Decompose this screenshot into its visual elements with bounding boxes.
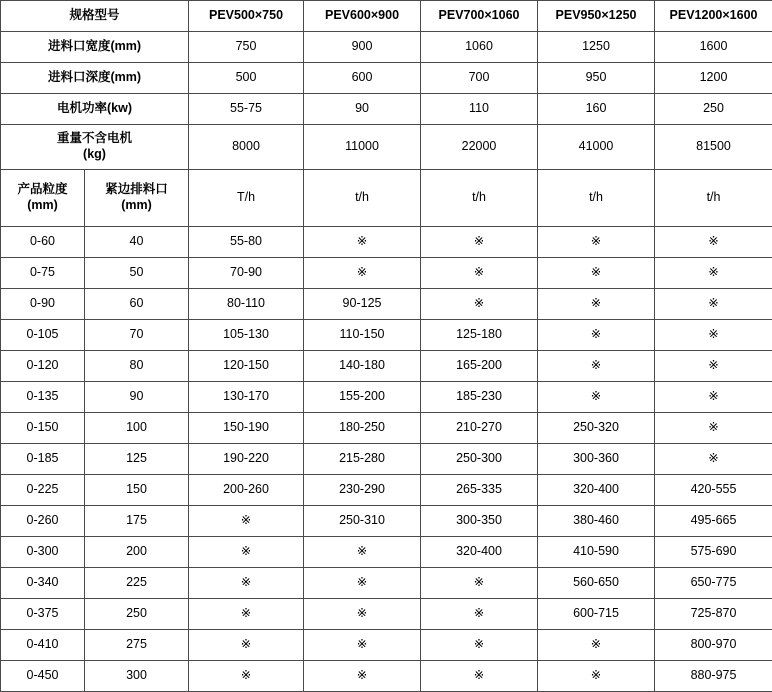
capacity-value: 110-150 xyxy=(304,320,421,351)
table-row xyxy=(1,63,772,94)
product-size: 0-60 xyxy=(1,227,85,258)
table-row xyxy=(1,258,772,289)
param-value: 1200 xyxy=(655,63,772,94)
capacity-value: 130-170 xyxy=(189,382,304,413)
table-row xyxy=(1,475,772,506)
capacity-value: 55-80 xyxy=(189,227,304,258)
table-row xyxy=(1,382,772,413)
product-size: 0-120 xyxy=(1,351,85,382)
capacity-value: 80-110 xyxy=(189,289,304,320)
product-size: 0-375 xyxy=(1,599,85,630)
capacity-value: 70-90 xyxy=(189,258,304,289)
capacity-unit: T/h xyxy=(189,170,304,227)
capacity-value: ※ xyxy=(655,382,772,413)
capacity-value: ※ xyxy=(421,630,538,661)
model-header-2: PEV600×900 xyxy=(304,1,421,32)
param-value: 250 xyxy=(655,94,772,125)
table-row xyxy=(1,661,772,692)
capacity-value: ※ xyxy=(538,661,655,692)
product-size: 0-260 xyxy=(1,506,85,537)
capacity-value: 300-360 xyxy=(538,444,655,475)
capacity-value: ※ xyxy=(538,382,655,413)
param-value: 160 xyxy=(538,94,655,125)
capacity-value: 155-200 xyxy=(304,382,421,413)
capacity-value: 230-290 xyxy=(304,475,421,506)
capacity-value: 650-775 xyxy=(655,568,772,599)
param-value: 1060 xyxy=(421,32,538,63)
table-row xyxy=(1,630,772,661)
param-value: 900 xyxy=(304,32,421,63)
capacity-value: ※ xyxy=(189,568,304,599)
capacity-value: 165-200 xyxy=(421,351,538,382)
capacity-value: ※ xyxy=(189,537,304,568)
capacity-value: 800-970 xyxy=(655,630,772,661)
capacity-value: ※ xyxy=(421,289,538,320)
param-value: 950 xyxy=(538,63,655,94)
capacity-value: ※ xyxy=(421,258,538,289)
product-size: 0-225 xyxy=(1,475,85,506)
capacity-value: 320-400 xyxy=(421,537,538,568)
discharge-label-line1: 紧边排料口 xyxy=(85,182,188,198)
param-value: 8000 xyxy=(189,125,304,170)
weight-label-line2: (kg) xyxy=(1,147,188,163)
discharge-opening: 175 xyxy=(85,506,189,537)
discharge-opening: 250 xyxy=(85,599,189,630)
param-value: 700 xyxy=(421,63,538,94)
table-header-row xyxy=(1,1,772,32)
discharge-opening: 90 xyxy=(85,382,189,413)
discharge-opening: 275 xyxy=(85,630,189,661)
discharge-opening: 70 xyxy=(85,320,189,351)
param-value: 1250 xyxy=(538,32,655,63)
capacity-value: 575-690 xyxy=(655,537,772,568)
discharge-opening: 50 xyxy=(85,258,189,289)
param-value: 11000 xyxy=(304,125,421,170)
capacity-value: 185-230 xyxy=(421,382,538,413)
capacity-value: 250-310 xyxy=(304,506,421,537)
model-header-5: PEV1200×1600 xyxy=(655,1,772,32)
table-row xyxy=(1,94,772,125)
product-size: 0-300 xyxy=(1,537,85,568)
product-size: 0-75 xyxy=(1,258,85,289)
spec-model-label: 规格型号 xyxy=(1,1,189,32)
table-row xyxy=(1,320,772,351)
product-size: 0-90 xyxy=(1,289,85,320)
param-value: 500 xyxy=(189,63,304,94)
param-value: 110 xyxy=(421,94,538,125)
product-size: 0-410 xyxy=(1,630,85,661)
capacity-value: ※ xyxy=(655,413,772,444)
discharge-opening: 60 xyxy=(85,289,189,320)
capacity-value: ※ xyxy=(538,320,655,351)
capacity-value: ※ xyxy=(189,599,304,630)
table-subheader-row xyxy=(1,170,772,227)
capacity-value: ※ xyxy=(421,661,538,692)
capacity-value: ※ xyxy=(538,289,655,320)
table-row xyxy=(1,413,772,444)
product-size: 0-450 xyxy=(1,661,85,692)
capacity-value: 120-150 xyxy=(189,351,304,382)
capacity-value: ※ xyxy=(189,661,304,692)
capacity-value: 600-715 xyxy=(538,599,655,630)
column-header-product-size xyxy=(1,170,85,227)
capacity-value: ※ xyxy=(655,351,772,382)
capacity-value: 300-350 xyxy=(421,506,538,537)
product-size-label-line2: (mm) xyxy=(1,198,84,214)
capacity-value: 380-460 xyxy=(538,506,655,537)
capacity-value: ※ xyxy=(304,661,421,692)
capacity-value: 420-555 xyxy=(655,475,772,506)
table-row xyxy=(1,599,772,630)
capacity-value: ※ xyxy=(655,444,772,475)
capacity-value: ※ xyxy=(304,599,421,630)
weight-label-line1: 重量不含电机 xyxy=(1,131,188,147)
model-header-3: PEV700×1060 xyxy=(421,1,538,32)
capacity-value: 250-300 xyxy=(421,444,538,475)
capacity-value: 90-125 xyxy=(304,289,421,320)
param-value: 22000 xyxy=(421,125,538,170)
discharge-opening: 80 xyxy=(85,351,189,382)
table-row xyxy=(1,125,772,170)
param-value: 41000 xyxy=(538,125,655,170)
capacity-value: 560-650 xyxy=(538,568,655,599)
param-value: 55-75 xyxy=(189,94,304,125)
capacity-value: ※ xyxy=(304,630,421,661)
table-row xyxy=(1,289,772,320)
model-header-1: PEV500×750 xyxy=(189,1,304,32)
capacity-unit: t/h xyxy=(304,170,421,227)
capacity-value: ※ xyxy=(304,227,421,258)
table-row xyxy=(1,506,772,537)
param-value: 81500 xyxy=(655,125,772,170)
capacity-value: ※ xyxy=(304,537,421,568)
product-size: 0-185 xyxy=(1,444,85,475)
capacity-value: 265-335 xyxy=(421,475,538,506)
discharge-label-line2: (mm) xyxy=(85,198,188,214)
product-size: 0-105 xyxy=(1,320,85,351)
capacity-value: ※ xyxy=(421,599,538,630)
param-label-motor-power: 电机功率(kw) xyxy=(1,94,189,125)
discharge-opening: 300 xyxy=(85,661,189,692)
capacity-value: ※ xyxy=(538,258,655,289)
capacity-value: ※ xyxy=(421,227,538,258)
capacity-value: ※ xyxy=(304,258,421,289)
capacity-value: 215-280 xyxy=(304,444,421,475)
capacity-unit: t/h xyxy=(421,170,538,227)
param-value: 750 xyxy=(189,32,304,63)
table-row xyxy=(1,32,772,63)
capacity-value: 125-180 xyxy=(421,320,538,351)
capacity-value: 880-975 xyxy=(655,661,772,692)
capacity-value: 320-400 xyxy=(538,475,655,506)
capacity-value: 140-180 xyxy=(304,351,421,382)
param-value: 600 xyxy=(304,63,421,94)
capacity-value: ※ xyxy=(189,630,304,661)
capacity-value: 200-260 xyxy=(189,475,304,506)
capacity-value: 725-870 xyxy=(655,599,772,630)
capacity-value: 495-665 xyxy=(655,506,772,537)
capacity-unit: t/h xyxy=(655,170,772,227)
capacity-value: ※ xyxy=(421,568,538,599)
param-label-feed-depth: 进料口深度(mm) xyxy=(1,63,189,94)
discharge-opening: 150 xyxy=(85,475,189,506)
capacity-value: ※ xyxy=(189,506,304,537)
param-value: 1600 xyxy=(655,32,772,63)
discharge-opening: 125 xyxy=(85,444,189,475)
capacity-value: ※ xyxy=(304,568,421,599)
column-header-discharge-opening xyxy=(85,170,189,227)
param-value: 90 xyxy=(304,94,421,125)
table-row xyxy=(1,568,772,599)
capacity-value: 410-590 xyxy=(538,537,655,568)
capacity-value: 210-270 xyxy=(421,413,538,444)
capacity-value: ※ xyxy=(655,258,772,289)
capacity-value: ※ xyxy=(655,320,772,351)
model-header-4: PEV950×1250 xyxy=(538,1,655,32)
discharge-opening: 100 xyxy=(85,413,189,444)
capacity-value: ※ xyxy=(538,227,655,258)
capacity-value: 150-190 xyxy=(189,413,304,444)
table-row xyxy=(1,537,772,568)
discharge-opening: 200 xyxy=(85,537,189,568)
param-label-feed-width: 进料口宽度(mm) xyxy=(1,32,189,63)
capacity-value: ※ xyxy=(538,630,655,661)
discharge-opening: 40 xyxy=(85,227,189,258)
param-label-weight xyxy=(1,125,189,170)
product-size: 0-135 xyxy=(1,382,85,413)
table-row xyxy=(1,444,772,475)
product-size: 0-340 xyxy=(1,568,85,599)
capacity-value: 180-250 xyxy=(304,413,421,444)
discharge-opening: 225 xyxy=(85,568,189,599)
table-row xyxy=(1,351,772,382)
capacity-value: ※ xyxy=(655,227,772,258)
table-row xyxy=(1,227,772,258)
capacity-value: 190-220 xyxy=(189,444,304,475)
capacity-unit: t/h xyxy=(538,170,655,227)
capacity-value: 105-130 xyxy=(189,320,304,351)
capacity-value: 250-320 xyxy=(538,413,655,444)
product-size: 0-150 xyxy=(1,413,85,444)
capacity-value: ※ xyxy=(655,289,772,320)
capacity-value: ※ xyxy=(538,351,655,382)
product-size-label-line1: 产品粒度 xyxy=(1,182,84,198)
